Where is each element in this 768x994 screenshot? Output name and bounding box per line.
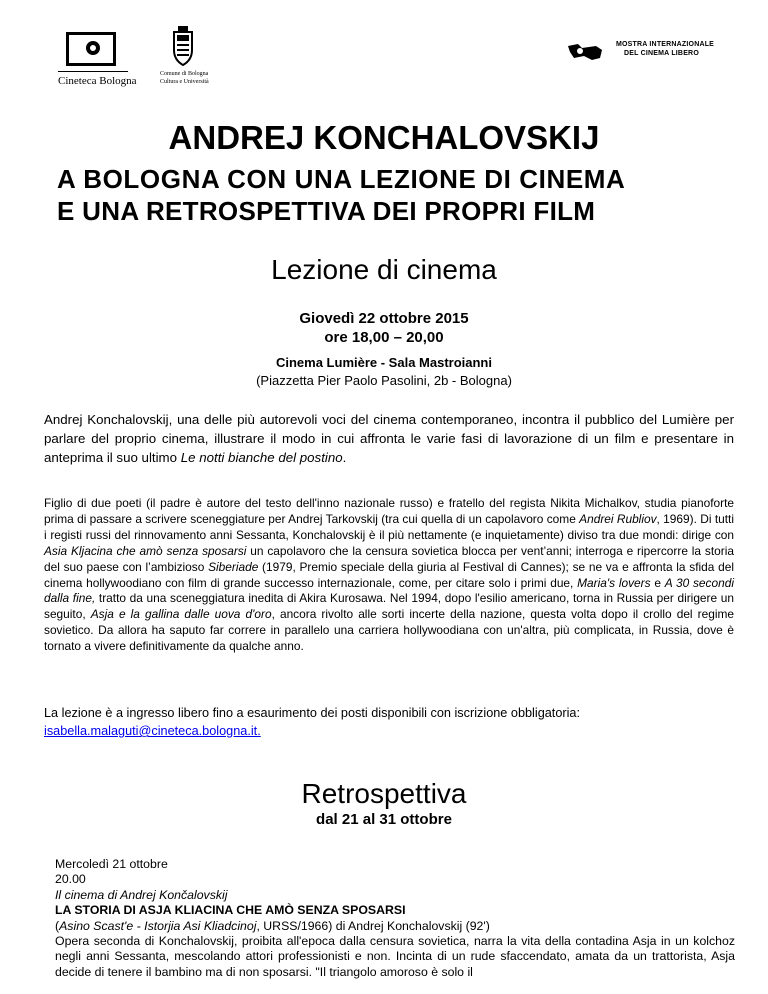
lezione-time: ore 18,00 – 20,00 [324, 329, 444, 346]
bio-text: un capolavoro che la censura sovietica blocca per vent’anni; interroga e ripercorre la storia del suo paese con l’ambizioso [44, 543, 734, 574]
projector-icon [566, 40, 606, 62]
page-title: ANDREJ KONCHALOVSKIJ [168, 119, 600, 156]
subtitle-line-2: E UNA RETROSPETTIVA DEI PROPRI FILM [57, 196, 596, 226]
bio-text: , 1969). Di tutti i registi russi del rinnovamento anni Sessanta, Konchalovskij è il più nettamente (e inquietamente) diviso tra due mondi: dirige con [44, 511, 734, 542]
bio-text: e [650, 575, 665, 590]
bio-film-title: Maria's lovers [577, 575, 651, 590]
screening-title: LA STORIA DI ASJA KLIACINA CHE AMÒ SENZA SPOSARSI [55, 903, 406, 918]
mostra-line-1: MOSTRA INTERNAZIONALE [616, 41, 715, 48]
screening-credits: (Asino Scast'e - Istorjia Asi Kliadcinoj, URSS/1966) di Andrej Konchalovskij (92') [55, 918, 490, 933]
bio-text: tratto da una sceneggiatura inedita di Akira Kurosawa. Nel 1994, dopo l'esilio americano, torna in Russia per dirigere un seguito, [44, 591, 734, 622]
camera-icon [66, 32, 116, 66]
intro-end: . [342, 450, 347, 465]
cineteca-label: Cineteca Bologna [58, 75, 137, 87]
ingresso-paragraph [44, 704, 734, 740]
bio-text: , ancora rivolto alle sorti incerte della nazione, questa volta dopo il crollo del regime sovietico. Da allora ha saputo far correre in parallelo una carriera hollywoodiana con un'altra, più complicata, in Russia, dove è tornato a vivere definitivamente da qualche anno. [44, 607, 734, 654]
ingresso-text: La lezione è a ingresso libero fino a esaurimento dei posti disponibili con iscrizione obbligatoria: [44, 706, 581, 720]
subtitle-line-1: A BOLOGNA CON UNA LEZIONE DI CINEMA [57, 164, 626, 194]
mostra-line-2: DEL CINEMA LIBERO [624, 50, 699, 57]
cineteca-logo [58, 30, 137, 92]
screening-time: 20.00 [55, 872, 86, 887]
lezione-date: Giovedì 22 ottobre 2015 [299, 310, 469, 327]
bio-film-title: Asia Kljacina che amò senza sposarsi [44, 543, 247, 558]
coat-of-arms-icon [171, 26, 195, 66]
screening-series: Il cinema di Andrej Končalovskij [55, 887, 228, 902]
intro-film-title: Le notti bianche del postino [180, 450, 343, 465]
screening-description: Opera seconda di Konchalovskij, proibita all'epoca dalla censura sovietica, narra la vita della contadina Asja in un kolchoz negli anni Sessanta, mescolando attori professionisti e non. Incinta di un rude sfaccendato, amata da un trattorista, Asja decide di tenere il bambino ma di non sposarsi. "Il triangolo amoroso è solo il [55, 934, 735, 979]
lezione-address: (Piazzetta Pier Paolo Pasolini, 2b - Bologna) [256, 373, 512, 388]
bio-film-title: Asja e la gallina dalle uova d'oro [90, 607, 272, 622]
retrospettiva-heading: Retrospettiva [301, 778, 467, 809]
email-link[interactable]: isabella.malaguti@cineteca.bologna.it. [44, 724, 261, 738]
screening-credits-text: , URSS/1966) di Andrej Konchalovskij (92') [256, 918, 490, 933]
bio-film-title: A 30 secondi dalla fine, [44, 575, 734, 606]
bio-paragraph [44, 496, 734, 655]
bio-text: Figlio di due poeti (il padre è autore del testo dell'inno nazionale russo) e fratello del regista Nikita Michalkov, studia pianoforte prima di passare a scrivere sceneggiature per Andrej Tarkovskij (tra cui quella di un capolavoro come [44, 496, 734, 526]
retrospettiva-dates: dal 21 al 31 ottobre [316, 811, 452, 828]
mostra-logo [566, 40, 726, 64]
lezione-venue: Cinema Lumière - Sala Mastroianni [275, 355, 492, 370]
comune-line-2: Cultura e Università [160, 79, 209, 85]
comune-line-1: Comune di Bologna [160, 71, 209, 77]
bio-film-title: Siberiade [208, 559, 259, 574]
lezione-heading: Lezione di cinema [271, 254, 497, 285]
comune-logo [160, 26, 210, 96]
intro-text: Andrej Konchalovskij, una delle più autorevoli voci del cinema contemporaneo, incontra il pubblico del Lumière per parlare del proprio cinema, illustrare il modo in cui affronta le varie fasi di lavorazione di un film e presentare in anteprima il suo ultimo [44, 412, 734, 465]
bio-text: (1979, Premio speciale della giuria al Festival di Cannes); se ne va e affronta la sfida del cinema hollywoodiano con film di grande successo internazionale, come, per citare solo i primi due, [44, 559, 734, 590]
bio-film-title: Andrei Rubliov [579, 511, 657, 526]
screening-entry [55, 857, 735, 980]
screening-day: Mercoledì 21 ottobre [55, 857, 168, 871]
screening-orig-title: Asino Scast'e - Istorjia Asi Kliadcinoj [59, 918, 257, 933]
lezione-intro [44, 410, 734, 467]
